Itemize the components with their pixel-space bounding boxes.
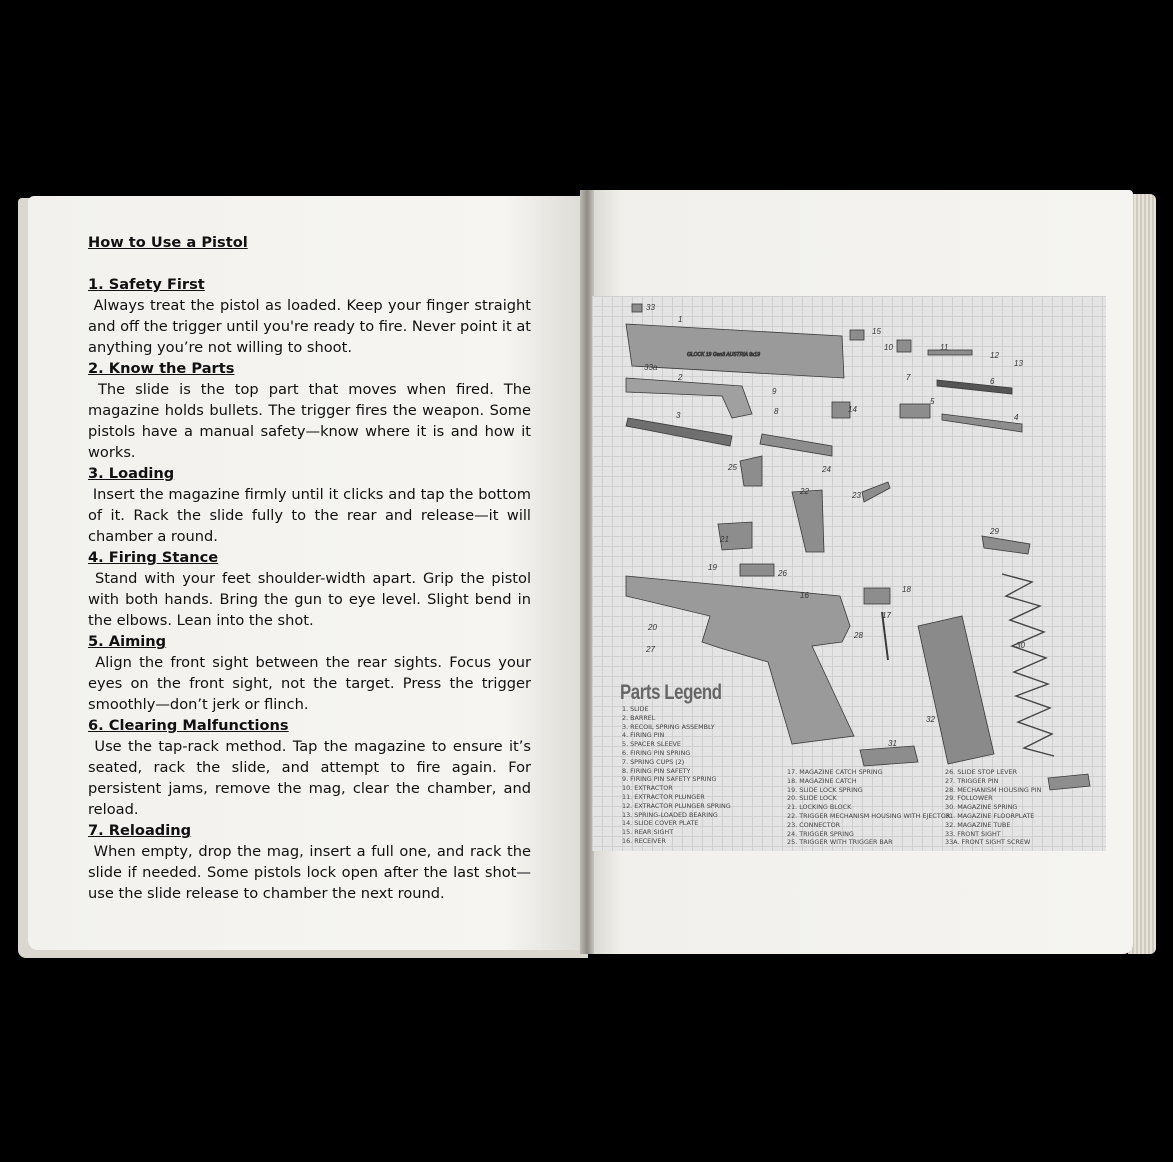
legend-item: 7. SPRING CUPS (2) <box>622 757 685 766</box>
legend-item: 1. SLIDE <box>622 705 649 713</box>
legend-item: 26. SLIDE STOP LEVER <box>945 768 1018 776</box>
legend-item: 5. SPACER SLEEVE <box>622 740 681 749</box>
extractor-part <box>897 340 911 352</box>
legend-item: 30. MAGAZINE SPRING <box>945 803 1018 812</box>
part-label: 23 <box>852 491 861 500</box>
part-label: 33 <box>646 303 655 312</box>
part-label: 32 <box>926 715 935 724</box>
legend-column-2 <box>787 768 950 847</box>
magazine-catch-part <box>864 588 890 604</box>
part-label: 11 <box>940 343 949 352</box>
section-body: When empty, drop the mag, insert a full one, and rack the slide if needed. Some pistols lock open after the last shot—use the slide release to chamber the next round. <box>88 843 531 902</box>
section-heading: 3. Loading <box>88 465 175 482</box>
section-aiming <box>88 631 531 715</box>
part-label: 12 <box>990 351 999 360</box>
legend-item: 16. RECEIVER <box>622 836 666 845</box>
legend-item: 17. MAGAZINE CATCH SPRING <box>787 768 883 776</box>
legend-item: 28. MECHANISM HOUSING PIN <box>945 785 1042 794</box>
legend-item: 15. REAR SIGHT <box>622 828 674 837</box>
legend-item: 32. MAGAZINE TUBE <box>945 820 1011 829</box>
legend-item: 31. MAGAZINE FLOORPLATE <box>945 811 1035 820</box>
front-sight-part <box>632 304 642 312</box>
part-label: 28 <box>854 631 863 640</box>
part-label: 10 <box>884 343 893 352</box>
spacer-sleeve-part <box>900 404 930 418</box>
parts-legend-title: Parts Legend <box>620 681 722 704</box>
legend-item: 2. BARREL <box>622 713 656 722</box>
legend-item: 20. SLIDE LOCK <box>787 794 837 803</box>
extractor-plunger-part <box>928 350 972 355</box>
article <box>88 232 531 904</box>
firing-pin-part <box>942 414 1022 432</box>
slide-stop-part <box>740 564 774 576</box>
section-body: Always treat the pistol as loaded. Keep your finger straight and off the trigger until you're ready to fire. Never point it at anything you’re not willing to shoot. <box>88 297 531 356</box>
legend-item: 33. FRONT SIGHT <box>945 829 1001 838</box>
trigger-part <box>740 456 762 486</box>
part-label: 18 <box>902 585 911 594</box>
legend-item: 23. CONNECTOR <box>787 820 841 829</box>
section-heading: 1. Safety First <box>88 276 205 293</box>
part-label: 26 <box>778 569 787 578</box>
part-label: 14 <box>848 405 857 414</box>
legend-item: 22. TRIGGER MECHANISM HOUSING WITH EJECTOR <box>787 811 951 820</box>
section-body: Use the tap-rack method. Tap the magazine to ensure it’s seated, rack the slide, and attempt to fire again. For persistent jams, remove the mag, clear the chamber, and reload. <box>88 738 532 818</box>
trigger-housing-part <box>792 490 824 552</box>
legend-column-1 <box>622 705 731 846</box>
exploded-parts-diagram <box>592 296 1106 851</box>
part-label: 4 <box>1014 413 1019 422</box>
section-heading: 2. Know the Parts <box>88 360 235 377</box>
slide-part <box>626 324 844 378</box>
legend-item: 8. FIRING PIN SAFETY <box>622 766 691 775</box>
section-loading <box>88 463 531 547</box>
legend-item: 4. FIRING PIN <box>622 731 665 740</box>
trigger-bar-part <box>760 434 832 456</box>
part-label: 9 <box>772 387 777 396</box>
section-reloading <box>88 820 531 904</box>
section-heading: 7. Reloading <box>88 822 192 839</box>
legend-item: 11. EXTRACTOR PLUNGER <box>622 792 705 801</box>
recoil-spring-part <box>626 418 732 446</box>
section-safety <box>88 274 531 358</box>
part-label: 13 <box>1014 359 1023 368</box>
section-body: Stand with your feet shoulder-width apart. Grip the pistol with both hands. Bring the gun to eye level. Slight bend in the elbows. Lean into the shot. <box>88 570 532 629</box>
magazine-tube-part <box>918 616 994 764</box>
follower-part <box>982 536 1030 554</box>
magazine-spring-part <box>1002 574 1054 756</box>
rear-sight-part <box>850 330 864 340</box>
part-label: 7 <box>906 373 911 382</box>
legend-item: 9. FIRING PIN SAFETY SPRING <box>622 775 717 784</box>
part-label: 6 <box>990 377 995 386</box>
left-page <box>28 196 588 950</box>
barrel-part <box>626 378 752 418</box>
section-body: Insert the magazine firmly until it clicks and tap the bottom of it. Rack the slide fully to the rear and release—it will chamber a round. <box>88 486 531 545</box>
legend-item: 24. TRIGGER SPRING <box>787 829 854 838</box>
part-label: 20 <box>648 623 657 632</box>
section-heading: 4. Firing Stance <box>88 549 219 566</box>
legend-item: 6. FIRING PIN SPRING <box>622 748 691 757</box>
legend-item: 18. MAGAZINE CATCH <box>787 776 857 785</box>
legend-column-3 <box>945 768 1041 847</box>
connector-part <box>862 482 890 502</box>
section-malfunctions <box>88 715 531 820</box>
section-heading: 5. Aiming <box>88 633 167 650</box>
legend-item: 10. EXTRACTOR <box>622 784 673 793</box>
spring-loaded-bearing-part <box>1048 774 1090 790</box>
legend-item: 19. SLIDE LOCK SPRING <box>787 785 863 794</box>
part-label: 25 <box>728 463 737 472</box>
page-title: How to Use a Pistol <box>88 234 248 251</box>
part-label: 19 <box>708 563 717 572</box>
section-know-parts <box>88 358 531 463</box>
legend-item: 12. EXTRACTOR PLUNGER SPRING <box>622 801 731 810</box>
part-label: 2 <box>678 373 683 382</box>
legend-item: 21. LOCKING BLOCK <box>787 803 852 812</box>
part-label: 15 <box>872 327 881 336</box>
legend-item: 27. TRIGGER PIN <box>945 776 999 785</box>
part-label: 33a <box>644 363 658 372</box>
part-label: 5 <box>930 397 935 406</box>
part-label: 27 <box>646 645 655 654</box>
part-label: 22 <box>800 487 809 496</box>
legend-item: 3. RECOIL SPRING ASSEMBLY <box>622 722 715 731</box>
part-label: 1 <box>678 315 683 324</box>
firing-pin-spring-part <box>937 380 1012 394</box>
section-body: The slide is the top part that moves when fired. The magazine holds bullets. The trigger fires the weapon. Some pistols have a manual safety—know where it is and how it works. <box>88 381 531 461</box>
part-label: 17 <box>882 611 891 620</box>
magazine-floorplate-part <box>860 746 918 766</box>
legend-item: 33A. FRONT SIGHT SCREW <box>945 838 1031 847</box>
part-label: 8 <box>774 407 779 416</box>
part-label: 31 <box>888 739 897 748</box>
part-label: 30 <box>1016 641 1025 650</box>
slide-engraving: GLOCK 19 Gen3 AUSTRIA 9x19 <box>687 352 760 358</box>
part-label: 16 <box>800 591 809 600</box>
legend-item: 29. FOLLOWER <box>945 794 993 803</box>
legend-item: 14. SLIDE COVER PLATE <box>622 819 699 828</box>
part-label: 21 <box>720 535 729 544</box>
section-stance <box>88 547 531 631</box>
part-label: 29 <box>990 527 999 536</box>
legend-item: 25. TRIGGER WITH TRIGGER BAR <box>787 838 893 847</box>
part-label: 3 <box>676 411 681 420</box>
section-body: Align the front sight between the rear sights. Focus your eyes on the front sight, not the target. Press the trigger smoothly—don’t jerk or flinch. <box>88 654 532 713</box>
section-heading: 6. Clearing Malfunctions <box>88 717 289 734</box>
part-label: 24 <box>822 465 831 474</box>
legend-item: 13. SPRING-LOADED BEARING <box>622 810 718 819</box>
